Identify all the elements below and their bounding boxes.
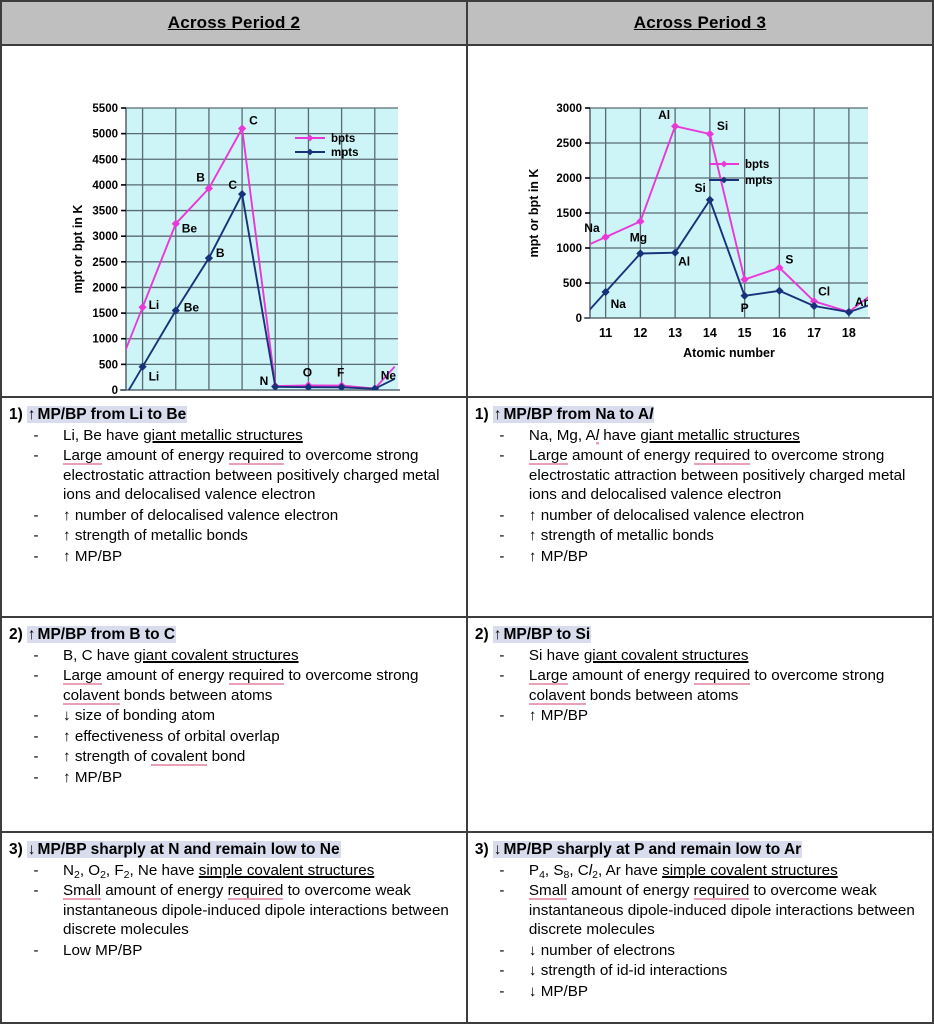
subscript: 2 — [123, 868, 130, 881]
y-tick-label: 500 — [98, 359, 118, 372]
point-label: Cl — [818, 284, 831, 299]
heading-text: MP/BP from B to C — [37, 626, 176, 643]
bullet-dash: - — [499, 506, 505, 524]
bullet-dash: - — [33, 941, 39, 959]
list-item — [496, 646, 924, 666]
y-tick-label: 4500 — [92, 154, 118, 167]
underlined-term: giant metallic structures — [143, 426, 303, 444]
point-label: Li — [148, 298, 160, 313]
bullet-dash: - — [33, 447, 39, 465]
list-item — [496, 547, 924, 567]
point-number: 2) — [474, 626, 489, 643]
text-run: Na, Mg, A — [528, 426, 596, 444]
x-tick-label: 12 — [633, 326, 648, 340]
underlined-term: simple covalent structures — [198, 861, 375, 879]
italic-letter: l — [595, 426, 599, 444]
text-run: , C — [569, 861, 589, 879]
point-label: C — [228, 178, 238, 193]
legend-label: bpts — [331, 133, 356, 145]
point-heading — [9, 840, 458, 860]
point-number: 2) — [9, 626, 23, 643]
highlighted-heading-text — [493, 626, 591, 643]
point-cell-right-1 — [468, 398, 932, 616]
bullet-dash: - — [499, 548, 505, 566]
highlighted-heading-text — [27, 406, 187, 423]
page-title-period3: Across Period 3 — [633, 13, 767, 32]
list-item — [496, 426, 924, 446]
chart-svg — [468, 46, 934, 398]
bullet-dash: - — [33, 707, 39, 725]
y-axis-label: mpt or bpt in K — [526, 168, 541, 258]
bullet-dash: - — [33, 727, 39, 745]
point-label: F — [336, 365, 345, 380]
pink-underlined-term: Large — [63, 447, 102, 465]
list-item — [496, 961, 924, 981]
pink-underlined-term: required — [694, 667, 751, 685]
point-label: Li — [148, 369, 160, 384]
list-item — [30, 426, 458, 446]
chart-row — [2, 46, 932, 398]
text-run: P — [528, 861, 540, 879]
list-item — [496, 706, 924, 726]
text-run: ↑ number of delocalised valence electron — [63, 506, 339, 524]
point-label: Si — [694, 180, 706, 195]
point-label: C — [249, 113, 258, 128]
table-header-row — [2, 2, 932, 46]
point-label: N — [259, 374, 269, 389]
arrow-up-icon: ↑ — [27, 626, 36, 643]
x-tick-label: 13 — [668, 326, 683, 340]
bullet-dash: - — [499, 707, 505, 725]
text-run: B, C have — [63, 646, 134, 664]
text-run: ↓ MP/BP — [528, 983, 588, 1001]
point-label: Al — [658, 108, 671, 123]
point-number: 3) — [474, 841, 489, 858]
y-tick-label: 2000 — [92, 282, 118, 295]
text-run: bond — [207, 748, 246, 766]
y-tick-label: 3000 — [92, 231, 118, 244]
bullet-dash: - — [33, 426, 39, 444]
y-axis-label: mpt or bpt in K — [71, 204, 85, 294]
text-run: to overcome strong — [284, 667, 419, 685]
pink-underlined-term: required — [227, 882, 284, 900]
heading-text: MP/BP sharply at P and remain low to Ar — [503, 841, 802, 858]
chart-cell-period2 — [2, 46, 468, 396]
text-run: , F — [105, 861, 124, 879]
bullet-list — [475, 426, 924, 567]
list-item — [30, 881, 458, 940]
y-tick-label: 5500 — [92, 103, 118, 115]
list-item — [496, 982, 924, 1002]
text-run: ↑ MP/BP — [528, 548, 588, 566]
text-run: ↓ size of bonding atom — [63, 707, 215, 725]
line-chart-period2 — [2, 46, 466, 396]
text-run: have — [598, 426, 641, 444]
pink-underlined-term: Large — [63, 667, 102, 685]
underlined-term: giant covalent structures — [583, 646, 749, 664]
bullet-dash: - — [33, 769, 39, 787]
text-run: amount of energy — [567, 447, 695, 465]
point-number: 1) — [9, 406, 23, 423]
bullet-dash: - — [499, 962, 505, 980]
list-item — [496, 881, 924, 940]
list-item — [30, 706, 458, 726]
subscript: 2 — [592, 868, 598, 881]
point-number: 1) — [474, 406, 489, 423]
y-tick-label: 4000 — [92, 179, 118, 192]
point-heading — [9, 405, 458, 425]
heading-text: MP/BP from Li to Be — [37, 406, 187, 423]
text-run: to overcome weak instantaneous dipole-induced dipole interactions between discrete molecules — [528, 882, 915, 939]
bullet-list — [9, 646, 458, 788]
point-label: Ar — [854, 294, 869, 309]
arrow-down-icon: ↓ — [493, 841, 502, 858]
text-run: ↑ strength of metallic bonds — [63, 527, 248, 545]
list-item — [496, 506, 924, 526]
heading-text: MP/BP to Si — [503, 626, 591, 643]
y-tick-label: 1000 — [92, 333, 118, 346]
y-tick-label: 1500 — [92, 308, 118, 321]
x-tick-label: 17 — [807, 326, 822, 340]
text-run: ↓ strength of id-id interactions — [528, 962, 728, 980]
text-run: ↑ strength of metallic bonds — [528, 527, 714, 545]
x-tick-label: 11 — [598, 326, 613, 340]
point-heading — [475, 840, 924, 860]
text-run: N — [63, 861, 74, 879]
bullet-dash: - — [33, 548, 39, 566]
bullet-dash: - — [33, 506, 39, 524]
line-chart-period3 — [468, 46, 932, 396]
text-run: , Ar have — [597, 861, 663, 879]
text-run: ↓ number of electrons — [528, 941, 675, 959]
point-row-3 — [2, 833, 932, 1022]
arrow-up-icon: ↑ — [493, 626, 502, 643]
point-number: 3) — [9, 841, 23, 858]
point-label: P — [740, 300, 749, 315]
list-item — [496, 526, 924, 546]
text-run: amount of energy — [101, 667, 229, 685]
point-label: O — [302, 365, 313, 380]
bullet-dash: - — [33, 882, 39, 900]
pink-underlined-term: Large — [528, 447, 568, 465]
text-run: amount of energy — [101, 447, 229, 465]
x-tick-label: 18 — [841, 326, 856, 340]
pink-underlined-term: Small — [528, 882, 567, 900]
y-tick-label: 1500 — [556, 208, 582, 220]
italic-letter: l — [588, 861, 593, 879]
point-cell-left-3 — [2, 833, 468, 1022]
y-tick-label: 3500 — [92, 205, 118, 218]
y-tick-label: 0 — [111, 385, 118, 397]
bullet-dash: - — [499, 646, 505, 664]
pink-underlined-term: required — [694, 447, 751, 465]
arrow-down-icon: ↓ — [27, 841, 36, 858]
bullet-dash: - — [499, 447, 505, 465]
list-item — [30, 506, 458, 526]
text-run: to overcome weak instantaneous dipole-induced dipole interactions between discrete molecules — [63, 882, 449, 939]
text-run: MP/BP from Na to A — [503, 406, 650, 423]
text-run: ↑ MP/BP — [63, 769, 123, 787]
y-tick-label: 3000 — [556, 103, 582, 115]
subscript: 2 — [73, 868, 80, 881]
text-run: ↑ strength of — [63, 748, 151, 766]
bullet-dash: - — [33, 646, 39, 664]
point-cell-left-1 — [2, 398, 468, 616]
bullet-list — [9, 426, 458, 567]
text-run: bonds between atoms — [585, 686, 739, 704]
point-row-2 — [2, 618, 932, 833]
text-run: , S — [544, 861, 564, 879]
y-tick-label: 500 — [562, 278, 582, 290]
y-tick-label: 2500 — [556, 138, 582, 150]
list-item — [496, 446, 924, 505]
bullet-dash: - — [499, 983, 505, 1001]
bullet-dash: - — [33, 667, 39, 685]
pink-underlined-term: colavent — [528, 686, 586, 704]
chart-cell-period3 — [468, 46, 932, 396]
arrow-up-icon: ↑ — [493, 406, 502, 423]
text-run: to overcome strong electrostatic attraction between positively charged metal ions and delocalised valence electron — [63, 447, 440, 504]
subscript: 8 — [563, 868, 570, 881]
bullet-dash: - — [33, 527, 39, 545]
highlighted-heading-text — [493, 841, 802, 858]
pink-underlined-term: Large — [528, 667, 568, 685]
underlined-term: giant metallic structures — [640, 426, 800, 444]
point-label: B — [215, 246, 225, 261]
bullet-dash: - — [499, 882, 505, 900]
text-run: ↑ effectiveness of orbital overlap — [63, 727, 280, 745]
arrow-up-icon: ↑ — [27, 406, 36, 423]
legend-label: bpts — [744, 159, 770, 171]
legend-label: mpts — [744, 175, 773, 187]
point-heading — [475, 625, 924, 645]
x-axis-label: Atomic number — [683, 346, 775, 360]
text-run: ↑ MP/BP — [528, 707, 588, 725]
list-item — [30, 666, 458, 705]
point-label: Al — [678, 254, 691, 269]
bullet-dash: - — [499, 426, 505, 444]
header-cell-period3 — [468, 2, 932, 44]
point-cell-right-3 — [468, 833, 932, 1022]
pink-underlined-term: required — [228, 447, 285, 465]
heading-text: MP/BP sharply at N and remain low to Ne — [37, 841, 340, 858]
text-run: bonds between atoms — [119, 686, 273, 704]
bullet-dash: - — [33, 748, 39, 766]
bullet-dash: - — [499, 941, 505, 959]
pink-underlined-term: required — [693, 882, 750, 900]
point-row-1 — [2, 398, 932, 618]
pink-underlined-term: Small — [63, 882, 101, 900]
point-label: Ne — [380, 368, 397, 383]
pink-underlined-term: covalent — [150, 748, 208, 766]
list-item — [496, 861, 924, 881]
highlighted-heading-text — [27, 841, 341, 858]
list-item — [30, 861, 458, 881]
x-tick-label: 15 — [737, 326, 752, 340]
bullet-dash: - — [499, 861, 505, 879]
y-tick-label: 2000 — [556, 173, 582, 185]
point-label: B — [196, 170, 205, 185]
text-run: ↑ number of delocalised valence electron — [528, 506, 805, 524]
subscript: 4 — [539, 868, 545, 881]
bullet-list — [475, 861, 924, 1002]
text-run: , Ne have — [129, 861, 199, 879]
y-tick-label: 2500 — [92, 256, 118, 269]
text-run: , O — [79, 861, 101, 879]
list-item — [496, 941, 924, 961]
text-run: ↑ MP/BP — [63, 548, 123, 566]
text-run: Si have — [528, 646, 584, 664]
point-heading — [475, 405, 924, 425]
legend-label: mpts — [331, 147, 359, 159]
point-label: S — [785, 252, 794, 267]
point-label: Mg — [629, 230, 647, 245]
point-label: Be — [183, 300, 200, 315]
y-tick-label: 5000 — [92, 128, 118, 141]
point-cell-right-2 — [468, 618, 932, 831]
point-label: Be — [181, 221, 198, 236]
x-tick-label: 16 — [772, 326, 787, 340]
pink-underlined-term: required — [228, 667, 285, 685]
italic-letter: l — [649, 406, 654, 423]
y-tick-label: 0 — [575, 313, 582, 325]
bullet-list — [475, 646, 924, 726]
bullet-list — [9, 861, 458, 961]
list-item — [30, 768, 458, 788]
text-run: to overcome strong electrostatic attraction between positively charged metal ions and delocalised valence electron — [528, 447, 906, 504]
point-label: Na — [584, 221, 600, 236]
bullet-dash: - — [499, 667, 505, 685]
list-item — [30, 547, 458, 567]
subscript: 2 — [100, 868, 106, 881]
point-heading — [9, 625, 458, 645]
list-item — [30, 446, 458, 505]
text-run: amount of energy — [567, 667, 695, 685]
list-item — [30, 941, 458, 961]
list-item — [30, 727, 458, 747]
list-item — [30, 747, 458, 767]
chart-svg — [2, 46, 469, 398]
bullet-dash: - — [499, 527, 505, 545]
highlighted-heading-text — [27, 626, 176, 643]
bullet-dash: - — [33, 861, 39, 879]
point-label: Na — [610, 297, 626, 312]
text-run: Li, Be have — [63, 426, 144, 444]
underlined-term: giant covalent structures — [133, 646, 299, 664]
point-label: Si — [716, 119, 729, 134]
list-item — [30, 646, 458, 666]
underlined-term: simple covalent structures — [662, 861, 838, 879]
text-run: amount of energy — [566, 882, 694, 900]
list-item — [496, 666, 924, 705]
pink-underlined-term: colavent — [63, 686, 120, 704]
highlighted-heading-text — [493, 406, 655, 423]
header-cell-period2 — [2, 2, 468, 44]
point-cell-left-2 — [2, 618, 468, 831]
text-run: amount of energy — [100, 882, 228, 900]
text-run: to overcome strong — [750, 667, 885, 685]
x-tick-label: 14 — [702, 326, 717, 340]
list-item — [30, 526, 458, 546]
text-run: Low MP/BP — [63, 941, 143, 959]
page-title-period2: Across Period 2 — [167, 13, 301, 32]
y-tick-label: 1000 — [556, 243, 582, 255]
